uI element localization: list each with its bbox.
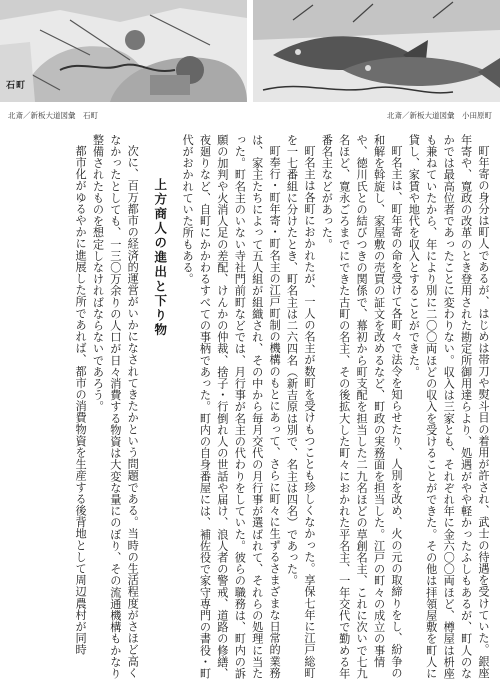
woodblock-print-ishicho (0, 0, 247, 102)
illustration-ishicho (0, 0, 247, 102)
paragraph-machidoshiyori-status: 町年寄の身分は町人であるが、はじめは帯刀や熨斗目の着用が許され、武士の待遇を受けていた。銀座年寄や、寛政の改革のとき登用された勘定所御用達らより、処遇がやや軽かったふしもあるが、町人のなかでは最高位者であったことに変わりない。収入は三家とも、それぞれ年に金六〇〇両ほど、樽屋は枡座も兼ねていたから、年により別に二〇〇両ほどの収入を受けることができた。その他は拝領屋敷を町人に貸し、家賃や地代を収入とすることができた。 (407, 134, 490, 680)
inset-label-ishicho: 石町 (6, 81, 27, 91)
paragraph-economy: 次に、百万都市の経済的運営がいかになされてきたかという問題である。当時の生活程度がさほど高くなかったとしても、一三〇万余りの人口が日々消費する物資は大変な量にのぼり、その流通機構もかなり整備されたものを想定しなければならないであろう。 (91, 134, 140, 680)
paragraph-goningumi: 町奉行・町年寄・町名主の江戸町制の機構のもとにあって、さらに町々に生ずるさまざまな日常的業務は、家主たちによって五人組が組織され、その中から毎月交代の月行事が選ばれて、それらの処理に当たった。町名主のいない寺社門前町などでは、月行事が名主の代わりをしていた。彼らの職務は、町内の訴願の加判や火消人足の差配、けんかの仲裁、捨子・行倒れ人の世話や届け、浪人者の警戒、道路の修繕、夜廻りなど、自町にかかわるすべての事柄であった。町内の自身番屋には、補佐役で家守専門の書役・町代がおかれていた所もある。 (181, 134, 282, 680)
body-text (12, 134, 492, 682)
illustration-odawaracho (253, 0, 500, 102)
paragraph-urbanization: 都市化がゆるやかに進展した所であれば、都市の消費物資を生産する後背地として周辺農村が同時 (74, 145, 88, 656)
section-heading: 上方商人の進出と下り物 (152, 177, 168, 338)
figure-caption-left: 北斎／新板大道図彙 石町 (8, 111, 98, 120)
paragraph-machinanushi-duties: 町名主は、町年寄の命を受けて各町々で法令を知らせたり、人別を改め、火の元の取締りをし、紛争の和解を斡旋し、家屋敷の売買の証文を改めるなど、町政の実務面を担当した。江戸の町々の成立の事情や、徳川氏との結びつきの関係で、幕初から町支配を担当した二九名ほどの草創名主、これに次いで七九名ほど、寛永ごろまでにできた古町の名主、その後拡大した町々におかれた平名主、一年交代で勤める年番名主などがあった。 (320, 134, 403, 680)
paragraph-nanushi-count: 町名主は各町におかれたが、一人の名主が数町を受けもつことも珍しくなかった。享保七年に江戸総町を一七番組に分けたとき、町名主は二六四名（新吉原は別で、名主は四名）であった。 (285, 134, 316, 679)
woodblock-print-odawaracho (253, 0, 500, 102)
figure-caption-right: 北斎／新板大道図彙 小田原町 (387, 111, 492, 120)
